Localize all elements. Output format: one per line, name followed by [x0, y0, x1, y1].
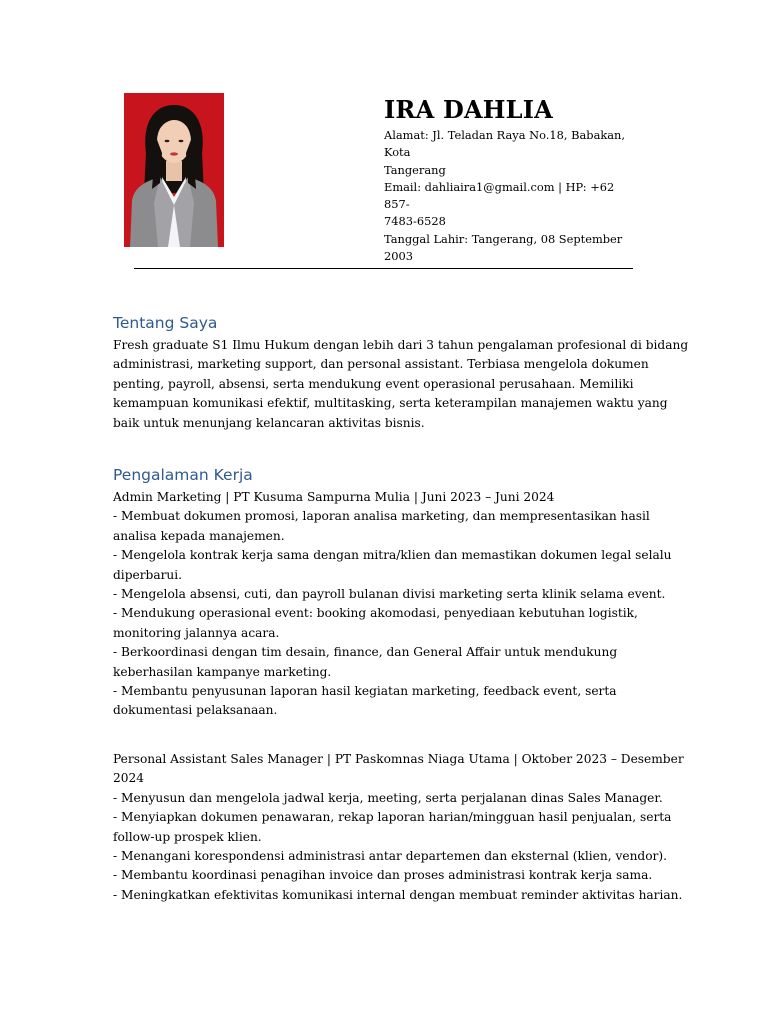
contact-birth-line: Tanggal Lahir: Tangerang, 08 September 2003	[384, 231, 623, 264]
job-detail-line: keberhasilan kampanye marketing.	[113, 664, 332, 679]
contact-phone-line: 7483-6528	[384, 214, 446, 229]
job-detail-line: - Mengelola kontrak kerja sama dengan mitra/klien dan memastikan dokumen legal selalu	[113, 548, 672, 563]
job-heading: Admin Marketing | PT Kusuma Sampurna Mulia | Juni 2023 – Juni 2024	[113, 490, 555, 504]
job-detail-line: monitoring jalannya acara.	[113, 625, 280, 640]
job-detail-line: follow-up prospek klien.	[113, 829, 262, 844]
job-detail-line: - Berkoordinasi dengan tim desain, finance, dan General Affair untuk mendukung	[113, 645, 618, 660]
job-heading: Personal Assistant Sales Manager | PT Paskomnas Niaga Utama | Oktober 2023 – Desember	[113, 752, 684, 766]
job-detail-line: - Membantu penyusunan laporan hasil kegiatan marketing, feedback event, serta	[113, 684, 617, 699]
job-detail-line: analisa kepada manajemen.	[113, 528, 285, 543]
about-line: kemampuan komunikasi efektif, multitasking, serta keterampilan manajemen waktu yang	[113, 396, 668, 411]
job-detail-line: - Mengelola absensi, cuti, dan payroll bulanan divisi marketing serta klinik selama event.	[113, 587, 666, 602]
profile-photo	[124, 93, 224, 247]
about-line: penting, payroll, absensi, serta mendukung event operasional perusahaan. Memiliki	[113, 376, 634, 391]
job-detail-line: - Meningkatkan efektivitas komunikasi internal dengan membuat reminder aktivitas harian.	[113, 887, 683, 902]
header-divider	[134, 268, 633, 269]
contact-address-line: Alamat: Jl. Teladan Raya No.18, Babakan, Kota	[384, 128, 626, 160]
job-detail-line: diperbarui.	[113, 567, 183, 582]
about-line: administrasi, marketing support, dan personal assistant. Terbiasa mengelola dokumen	[113, 357, 649, 372]
job-detail-line: - Membuat dokumen promosi, laporan analisa marketing, dan mempresentasikan hasil	[113, 509, 650, 524]
about-paragraph	[113, 336, 689, 433]
job-detail-line: dokumentasi pelaksanaan.	[113, 703, 278, 718]
job-detail-line: - Membantu koordinasi penagihan invoice dan proses administrasi kontrak kerja sama.	[113, 868, 653, 883]
about-line: Fresh graduate S1 Ilmu Hukum dengan lebih dari 3 tahun pengalaman profesional di bidang	[113, 338, 689, 352]
job-entry	[113, 750, 684, 905]
job-entry	[113, 488, 672, 721]
contact-address-line: Tangerang	[384, 162, 446, 177]
candidate-name: IRA DAHLIA	[384, 95, 553, 124]
job-detail-line: - Menyiapkan dokumen penawaran, rekap laporan harian/mingguan hasil penjualan, serta	[113, 810, 672, 825]
about-section-title: Tentang Saya	[113, 314, 218, 332]
experience-section-title: Pengalaman Kerja	[113, 466, 253, 484]
job-heading: 2024	[113, 771, 145, 786]
contact-email-phone-line: Email: dahliaira1@gmail.com | HP: +62 857-	[384, 179, 615, 212]
job-detail-line: - Mendukung operasional event: booking akomodasi, penyediaan kebutuhan logistik,	[113, 606, 638, 621]
job-detail-line: - Menangani korespondensi administrasi antar departemen dan eksternal (klien, vendor).	[113, 849, 668, 864]
about-line: baik untuk menunjang kelancaran aktivitas bisnis.	[113, 415, 425, 430]
contact-info	[384, 127, 642, 265]
job-detail-line: - Menyusun dan mengelola jadwal kerja, meeting, serta perjalanan dinas Sales Manager.	[113, 790, 663, 805]
